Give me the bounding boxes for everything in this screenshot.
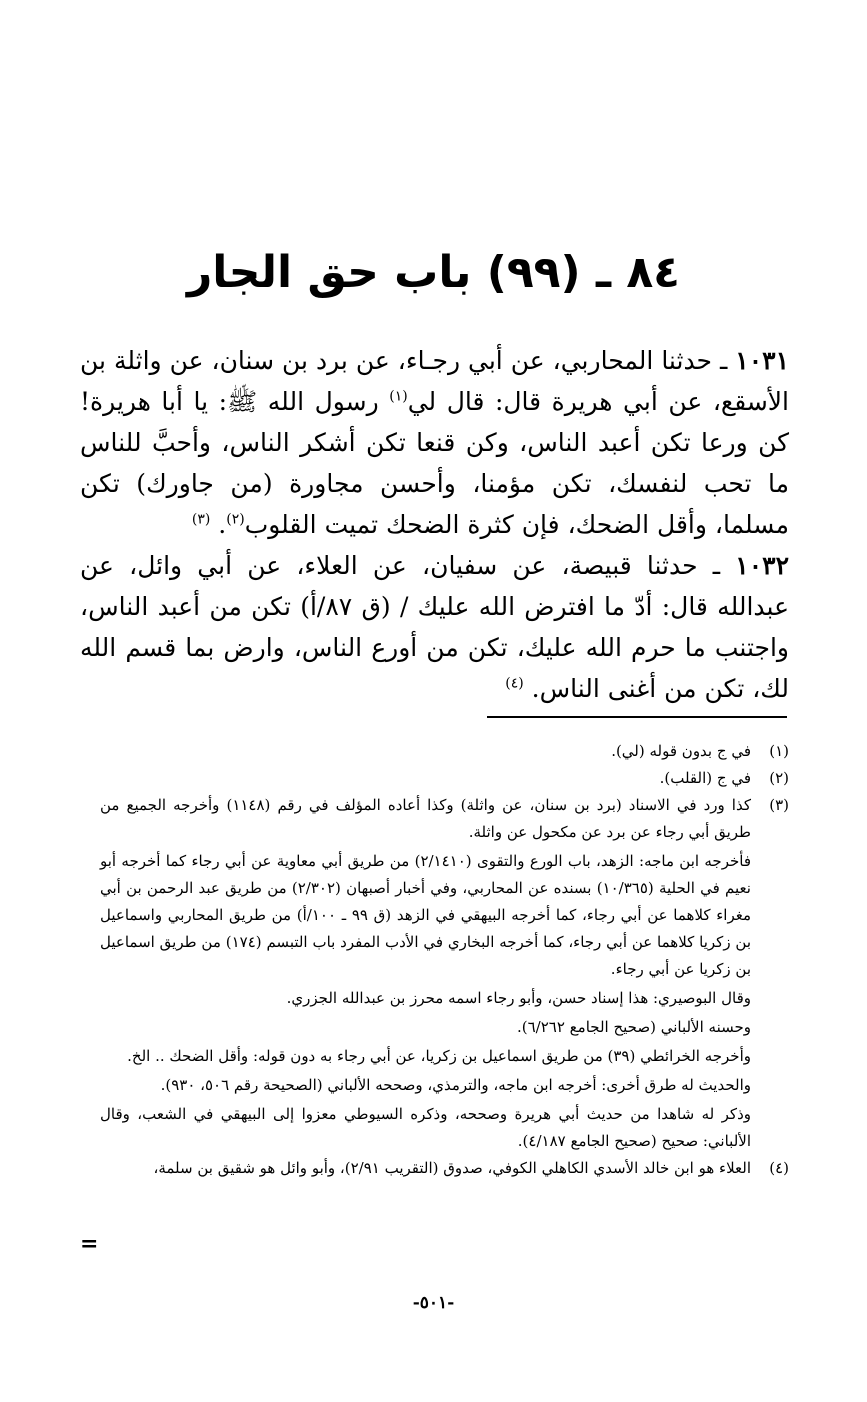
footnote-3 — [100, 792, 789, 1155]
hadith-1032 — [80, 545, 789, 709]
footnote-text: فأخرجه ابن ماجه: الزهد، باب الورع والتقوى (٢/١٤١٠) من طريق أبي معاوية عن أبي رجاء كما أخرجه أبو نعيم في الحلية (١٠/٣٦٥) بسنده عن المحاربي، وفي أخبار أصبهان (٢/٣٠٢) من طريق عبد الرحمن بن أبي مغراء كلاهما عن أبي رجاء، كما أخرجه البيهقي في الزهد (ق ٩٩ ـ ١٠٠/أ) من طريق المحاربي واسماعيل بن زكريا كلاهما عن أبي رجاء، كما أخرجه البخاري في الأدب المفرد باب التبسم (١٧٤) من طريق اسماعيل بن زكريا عن أبي رجاء. — [100, 852, 751, 978]
footnote-text: في ج بدون قوله (لي). — [611, 742, 751, 760]
footnote-2 — [100, 765, 789, 792]
footnote-number: (١) — [769, 742, 789, 760]
footnote-text: كذا ورد في الاسناد (برد بن سنان، عن واثلة) وكذا أعاده المؤلف في رقم (١١٤٨) وأخرجه الجميع من طريق أبي رجاء عن برد عن مكحول عن واثلة. — [100, 796, 751, 841]
footnote-ref: (٢) — [226, 511, 245, 528]
footnote-ref: (٤) — [505, 675, 524, 692]
hadith-number: ١٠٣١ — [735, 346, 789, 375]
footnote-number: (٢) — [769, 769, 789, 787]
hadith-number: ١٠٣٢ — [735, 551, 789, 580]
chapter-title: ٨٤ ـ (٩٩) باب حق الجار — [186, 247, 681, 298]
footnote-text: العلاء هو ابن خالد الأسدي الكاهلي الكوفي، صدوق (التقريب ٢/٩١)، وأبو وائل هو شقيق بن سلمة، — [153, 1159, 751, 1177]
footnote-text: في ج (القلب). — [659, 769, 751, 787]
hadith-text: ـ حدثنا قبيصة، عن سفيان، عن العلاء، عن أبي وائل، عن عبدالله قال: أدّ ما افترض الله عليك / (ق ٨٧/أ) تكن من أعبد الناس، واجتنب ما حرم الله عليك، تكن من أورع الناس، وارض بما قسم الله لك، تكن من أغنى الناس. — [80, 551, 790, 703]
hadith-text: ـ حدثنا المحاربي، عن أبي رجـاء، عن برد بن سنان، عن واثلة بن الأسقع، عن أبي هريرة قال: قال لي — [80, 346, 789, 416]
main-text — [80, 340, 789, 709]
footnote-text: وأخرجه الخرائطي (٣٩) من طريق اسماعيل بن زكريا، عن أبي رجاء به دون قوله: وأقل الضحك .. الخ. — [127, 1047, 751, 1065]
footnote-4 — [100, 1155, 789, 1182]
footnote-number: (٤) — [769, 1159, 789, 1177]
footnote-text: وقال البوصيري: هذا إسناد حسن، وأبو رجاء اسمه محرز بن عبدالله الجزري. — [286, 989, 751, 1007]
continuation-mark: = — [80, 1231, 99, 1257]
footnote-ref: (٣) — [191, 511, 211, 528]
hadith-text: . — [210, 510, 227, 539]
hadith-1031 — [80, 340, 789, 545]
hadith-text: رسول الله ﷺ: يا أبا هريرة! كن ورعا تكن أعبد الناس، وكن قنعا تكن أشكر الناس، وأحبَّ للناس ما تحب لنفسك، تكن مؤمنا، وأحسن مجاورة (من جاورك) تكن مسلما، وأقل الضحك، فإن كثرة الضحك تميت القلوب — [80, 387, 789, 539]
footnote-1 — [100, 738, 789, 765]
footnote-text: والحديث له طرق أخرى: أخرجه ابن ماجه، والترمذي، وصححه الألباني (الصحيحة رقم ٥٠٦، ٩٣٠). — [160, 1076, 751, 1094]
footnotes — [100, 738, 789, 1182]
footnote-number: (٣) — [769, 796, 789, 814]
footnote-ref: (١) — [389, 388, 408, 405]
footnote-text: وذكر له شاهدا من حديث أبي هريرة وصححه، وذكره السيوطي معزوا إلى البيهقي في الشعب، وقال الألباني: صحيح (صحيح الجامع ٤/١٨٧). — [100, 1105, 751, 1150]
footnote-divider — [487, 716, 787, 718]
footnote-text: وحسنه الألباني (صحيح الجامع ٦/٢٦٢). — [517, 1018, 751, 1036]
page-number: -٥٠١- — [412, 1293, 455, 1313]
